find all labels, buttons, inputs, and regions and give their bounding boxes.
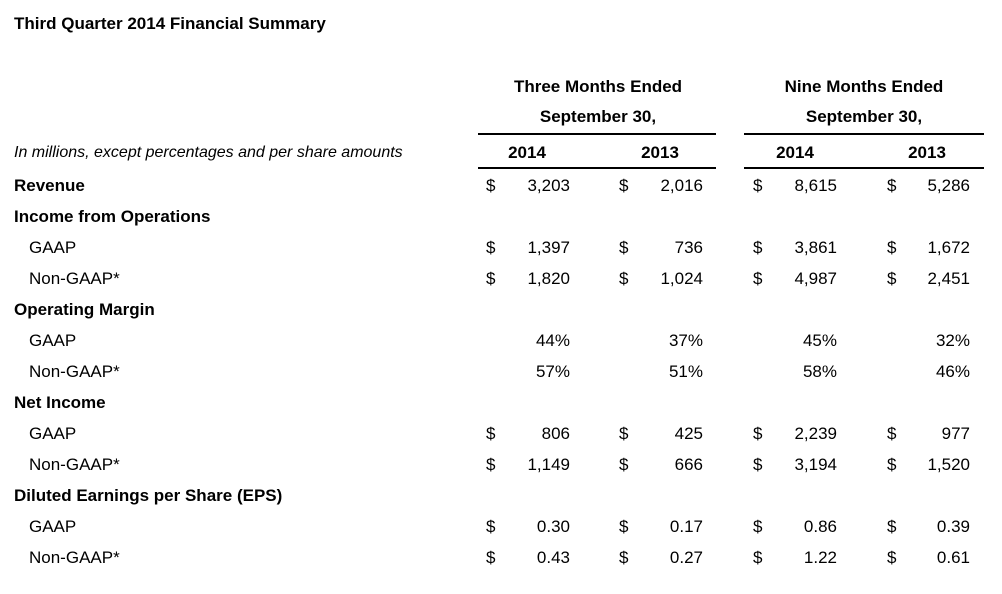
three-months-header-line1: Three Months Ended xyxy=(513,77,683,96)
currency-symbol: $ xyxy=(486,548,496,567)
table-row xyxy=(0,512,1002,543)
currency-symbol: $ xyxy=(887,424,897,443)
cell-value: 3,861 xyxy=(794,238,837,257)
currency-symbol: $ xyxy=(887,176,897,195)
currency-symbol: $ xyxy=(486,238,496,257)
currency-symbol: $ xyxy=(753,176,763,195)
cell-value: 0.43 xyxy=(536,548,570,567)
cell-value: 51% xyxy=(668,362,703,381)
cell-value: 1,024 xyxy=(660,269,703,288)
currency-symbol: $ xyxy=(753,424,763,443)
cell-value: 4,987 xyxy=(794,269,837,288)
cell-value: 58% xyxy=(802,362,837,381)
cell-value: 32% xyxy=(935,331,970,350)
cell-value: 2,239 xyxy=(794,424,837,443)
cell-value: 425 xyxy=(674,424,703,443)
nine-months-header-line2: September 30, xyxy=(805,107,923,126)
currency-symbol: $ xyxy=(753,517,763,536)
nine-months-header xyxy=(744,72,984,132)
table-row xyxy=(0,264,1002,295)
cell-value: 8,615 xyxy=(794,176,837,195)
currency-symbol: $ xyxy=(486,176,496,195)
currency-symbol: $ xyxy=(887,455,897,474)
table-row xyxy=(0,543,1002,574)
cell-value: 1,520 xyxy=(927,455,970,474)
units-note: In millions, except percentages and per share amounts xyxy=(14,144,403,161)
currency-symbol: $ xyxy=(753,238,763,257)
row-sub-label: GAAP xyxy=(29,331,77,350)
cell-value: 0.61 xyxy=(936,548,970,567)
cell-value: 3,194 xyxy=(794,455,837,474)
currency-symbol: $ xyxy=(619,548,629,567)
year-header-q-2014: 2014 xyxy=(508,143,546,162)
year-header-ytd-2013: 2013 xyxy=(908,143,946,162)
table-row xyxy=(0,481,1002,512)
year-header-q-2013: 2013 xyxy=(641,143,679,162)
cell-value: 5,286 xyxy=(927,176,970,195)
row-sub-label: GAAP xyxy=(29,424,77,443)
cell-value: 0.27 xyxy=(669,548,703,567)
cell-value: 45% xyxy=(802,331,837,350)
cell-value: 2,016 xyxy=(660,176,703,195)
three-months-top-rule xyxy=(478,133,716,135)
table-row xyxy=(0,295,1002,326)
cell-value: 1,820 xyxy=(527,269,570,288)
cell-value: 736 xyxy=(674,238,703,257)
table-row xyxy=(0,450,1002,481)
currency-symbol: $ xyxy=(887,238,897,257)
nine-months-top-rule xyxy=(744,133,984,135)
currency-symbol: $ xyxy=(887,517,897,536)
currency-symbol: $ xyxy=(486,269,496,288)
currency-symbol: $ xyxy=(887,548,897,567)
cell-value: 806 xyxy=(541,424,570,443)
row-sub-label: Non-GAAP* xyxy=(29,548,120,567)
currency-symbol: $ xyxy=(619,455,629,474)
row-section-label: Revenue xyxy=(14,176,85,195)
table-row xyxy=(0,357,1002,388)
three-months-header xyxy=(478,72,718,132)
row-section-label: Income from Operations xyxy=(14,207,211,226)
three-months-header-line2: September 30, xyxy=(539,107,657,126)
cell-value: 0.86 xyxy=(803,517,837,536)
currency-symbol: $ xyxy=(486,424,496,443)
row-sub-label: GAAP xyxy=(29,238,77,257)
row-section-label: Diluted Earnings per Share (EPS) xyxy=(14,486,283,505)
currency-symbol: $ xyxy=(486,517,496,536)
cell-value: 37% xyxy=(668,331,703,350)
page-title: Third Quarter 2014 Financial Summary xyxy=(14,14,326,33)
year-header-ytd-2014: 2014 xyxy=(776,143,814,162)
table-row xyxy=(0,326,1002,357)
row-section-label: Net Income xyxy=(14,393,106,412)
table-row xyxy=(0,388,1002,419)
cell-value: 1,149 xyxy=(527,455,570,474)
currency-symbol: $ xyxy=(486,455,496,474)
currency-symbol: $ xyxy=(619,269,629,288)
currency-symbol: $ xyxy=(753,455,763,474)
nine-months-year-rule xyxy=(744,167,984,169)
currency-symbol: $ xyxy=(753,269,763,288)
cell-value: 57% xyxy=(535,362,570,381)
cell-value: 0.30 xyxy=(536,517,570,536)
nine-months-header-line1: Nine Months Ended xyxy=(784,77,944,96)
cell-value: 0.39 xyxy=(936,517,970,536)
cell-value: 1.22 xyxy=(803,548,837,567)
currency-symbol: $ xyxy=(619,517,629,536)
cell-value: 0.17 xyxy=(669,517,703,536)
currency-symbol: $ xyxy=(619,424,629,443)
cell-value: 1,672 xyxy=(927,238,970,257)
currency-symbol: $ xyxy=(619,238,629,257)
table-row xyxy=(0,202,1002,233)
cell-value: 44% xyxy=(535,331,570,350)
three-months-year-rule xyxy=(478,167,716,169)
cell-value: 3,203 xyxy=(527,176,570,195)
cell-value: 666 xyxy=(674,455,703,474)
table-row xyxy=(0,419,1002,450)
currency-symbol: $ xyxy=(619,176,629,195)
row-sub-label: Non-GAAP* xyxy=(29,269,120,288)
cell-value: 1,397 xyxy=(527,238,570,257)
table-row xyxy=(0,233,1002,264)
table-row xyxy=(0,171,1002,202)
row-sub-label: Non-GAAP* xyxy=(29,455,120,474)
cell-value: 2,451 xyxy=(927,269,970,288)
row-sub-label: Non-GAAP* xyxy=(29,362,120,381)
currency-symbol: $ xyxy=(753,548,763,567)
currency-symbol: $ xyxy=(887,269,897,288)
row-section-label: Operating Margin xyxy=(14,300,155,319)
row-sub-label: GAAP xyxy=(29,517,77,536)
cell-value: 977 xyxy=(941,424,970,443)
cell-value: 46% xyxy=(935,362,970,381)
